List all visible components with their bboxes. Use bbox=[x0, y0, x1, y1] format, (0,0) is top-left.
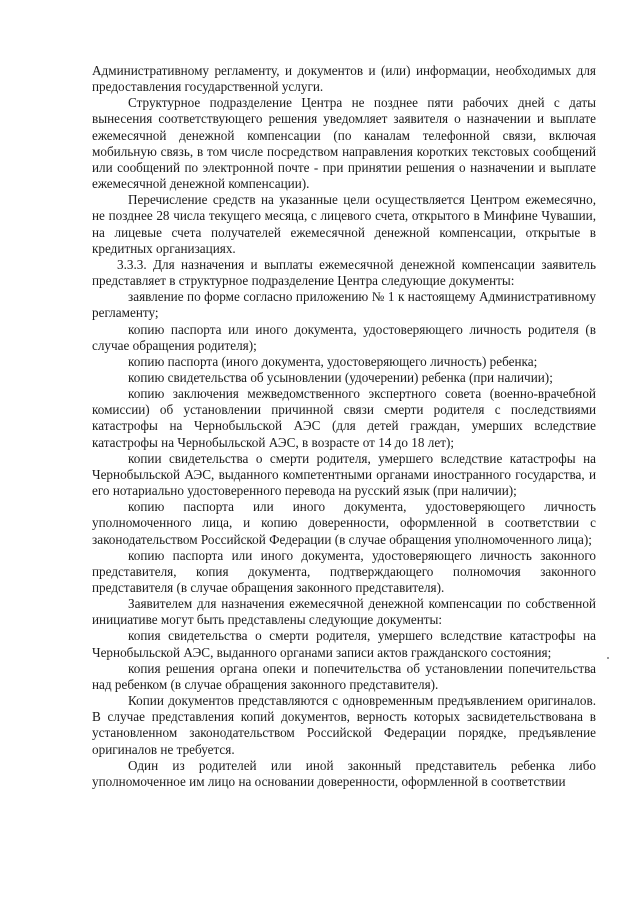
list-item-adoption-certificate: копию свидетельства об усыновлении (удочерении) ребенка (при наличии); bbox=[128, 369, 553, 385]
paragraph-transfer: Перечисление средств на указанные цели осуществляется Центром ежемесячно, не позднее 28 числа текущего месяца, с лицевого счета, открытого в Минфине Чувашии, на лицевые счета получателей ежемесячной денежной компенсации, открытые в кредитных организациях. bbox=[92, 192, 596, 256]
document-body bbox=[92, 63, 596, 790]
list-item-death-certificate-foreign: копии свидетельства о смерти родителя, умершего вследствие катастрофы на Чернобыльской АЭС, выданного компетентными органами иностранного государства, и его нотариально удостоверенного перевода на русский язык (при наличии); bbox=[92, 450, 596, 499]
paragraph-section-3-3-3: 3.3.3. Для назначения и выплаты ежемесячной денежной компенсации заявитель представляет в структурное подразделение Центра следующие документы: bbox=[92, 256, 596, 289]
list-item-parent-passport: копию паспорта или иного документа, удостоверяющего личность родителя (в случае обращения родителя); bbox=[92, 321, 596, 353]
paragraph-regulation-continuation: Административному регламенту, и документов и (или) информации, необходимых для предоставления государственной услуги. bbox=[92, 63, 596, 95]
paragraph-one-of-parents: Один из родителей или иной законный представитель ребенка либо уполномоченное им лицо на основании доверенности, оформленной в соответствии bbox=[92, 757, 596, 789]
list-item-child-passport: копию паспорта (иного документа, удостоверяющего личность) ребенка; bbox=[128, 353, 538, 369]
list-item-death-certificate: копия свидетельства о смерти родителя, умершего вследствие катастрофы на Чернобыльской АЭС, выданного органами записи актов гражданского состояния; bbox=[92, 628, 596, 660]
paragraph-copies-originals: Копии документов представляются с одновременным предъявлением оригиналов. В случае представления копий документов, верность которых засвидетельствована в установленном законодательством Российской Федерации порядке, предъявление оригиналов не требуется. bbox=[92, 693, 596, 757]
list-item-expert-council: копию заключения межведомственного экспертного совета (военно-врачебной комиссии) об установлении причинной связи смерти родителя с последствиями катастрофы на Чернобыльской АЭС (для детей граждан, умерших вследствие катастрофы на Чернобыльской АЭС, в возрасте от 14 до 18 лет); bbox=[92, 386, 596, 450]
list-item-legal-representative: копию паспорта или иного документа, удостоверяющего личность законного представителя, копия документа, подтверждающего полномочия законного представителя (в случае обращения законного представителя). bbox=[92, 547, 596, 595]
list-item-guardianship-decision: копия решения органа опеки и попечительства об установлении попечительства над ребенком (в случае обращения законного представителя). bbox=[92, 660, 596, 692]
list-item-authorized-person: копию паспорта или иного документа, удостоверяющего личность уполномоченного лица, и копию доверенности, оформленной в соответствии с законодательством Российской Федерации (в случае обращения уполномоченного лица); bbox=[92, 499, 596, 547]
paragraph-own-initiative: Заявителем для назначения ежемесячной денежной компенсации по собственной инициативе могут быть представлены следующие документы: bbox=[92, 596, 596, 628]
scan-speck bbox=[607, 657, 609, 659]
paragraph-notification: Структурное подразделение Центра не позднее пяти рабочих дней с даты вынесения соответствующего решения уведомляет заявителя о назначении и выплате ежемесячной денежной компенсации (по каналам телефонной связи, включая мобильную связь, в том числе посредством направления коротких текстовых сообщений или сообщений по электронной почте - при принятии решения о назначении и выплате ежемесячной денежной компенсации). bbox=[92, 95, 596, 192]
list-item-application: заявление по форме согласно приложению № 1 к настоящему Административному регламенту; bbox=[92, 289, 596, 321]
